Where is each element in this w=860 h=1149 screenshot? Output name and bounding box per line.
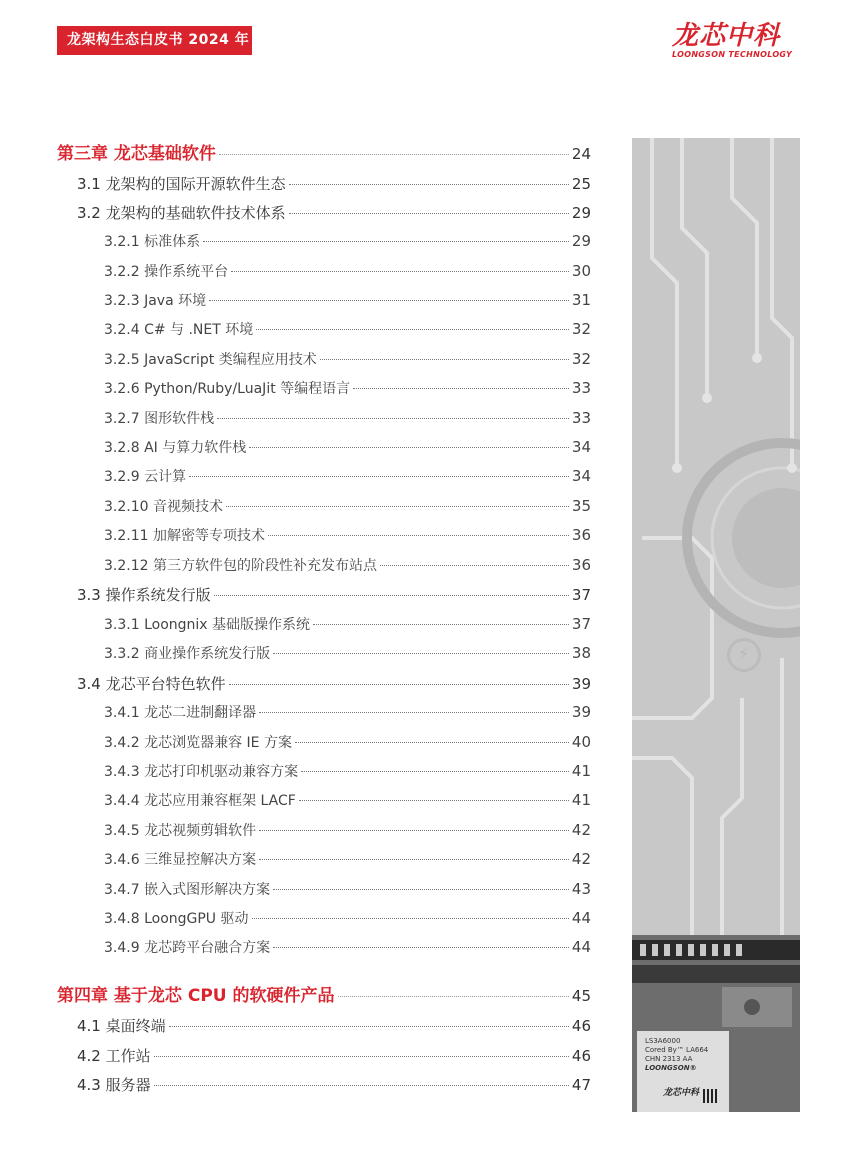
toc-subsection-3-3-2[interactable] — [104, 643, 591, 663]
toc-entry-title: 3.4.2 龙芯浏览器兼容 IE 方案 — [104, 735, 292, 751]
toc-subsection-3-4-8[interactable] — [104, 908, 591, 928]
chip-brand: LOONGSON® — [645, 1064, 697, 1072]
dot-leader — [338, 996, 569, 997]
dot-leader — [295, 742, 569, 743]
toc-entry-title: 3.2.9 云计算 — [104, 469, 187, 485]
dot-leader — [320, 359, 569, 360]
toc-section-3-3[interactable] — [77, 584, 591, 605]
dot-leader — [219, 154, 569, 155]
toc-entry-page: 41 — [571, 791, 591, 809]
toc-subsection-3-2-10[interactable] — [104, 496, 591, 516]
toc-entry-title: 3.4.1 龙芯二进制翻译器 — [104, 705, 257, 721]
dot-leader — [249, 447, 569, 448]
dot-leader — [209, 300, 569, 301]
toc-entry-page: 25 — [571, 175, 591, 193]
toc-entry-page: 33 — [571, 379, 591, 397]
toc-subsection-3-4-4[interactable] — [104, 790, 591, 810]
dot-leader — [256, 329, 569, 330]
chip-core: Cored By™ LA664 — [645, 1046, 709, 1054]
toc-subsection-3-2-6[interactable] — [104, 378, 591, 398]
toc-subsection-3-4-7[interactable] — [104, 879, 591, 899]
toc-entry-page: 41 — [571, 762, 591, 780]
dot-leader — [289, 184, 569, 185]
dot-leader — [313, 624, 569, 625]
toc-entry-title: 3.2.12 第三方软件包的阶段性补充发布站点 — [104, 558, 377, 574]
toc-entry-page: 43 — [571, 880, 591, 898]
toc-entry-title: 3.2.11 加解密等专项技术 — [104, 528, 265, 544]
toc-entry-title: 第三章 龙芯基础软件 — [57, 144, 216, 164]
dot-leader — [154, 1056, 569, 1057]
toc-section-3-2[interactable] — [77, 202, 591, 223]
toc-entry-page: 31 — [571, 291, 591, 309]
toc-entry-page: 36 — [571, 556, 591, 574]
toc-entry-title: 3.4.4 龙芯应用兼容框架 LACF — [104, 793, 296, 809]
dot-leader — [273, 889, 569, 890]
toc-subsection-3-2-5[interactable] — [104, 349, 591, 369]
toc-entry-page: 45 — [571, 987, 591, 1005]
dot-leader — [273, 653, 569, 654]
lightning-icon: ⚡ — [727, 638, 761, 672]
toc-subsection-3-2-12[interactable] — [104, 555, 591, 575]
toc-entry-title: 3.2.10 音视频技术 — [104, 499, 223, 515]
toc-entry-page: 34 — [571, 467, 591, 485]
toc-subsection-3-4-6[interactable] — [104, 849, 591, 869]
toc-entry-page: 24 — [571, 145, 591, 163]
dot-leader — [203, 241, 569, 242]
toc-section-3-4[interactable] — [77, 673, 591, 694]
toc-entry-page: 35 — [571, 497, 591, 515]
toc-entry-page: 30 — [571, 262, 591, 280]
toc-entry-title: 3.3.2 商业操作系统发行版 — [104, 646, 271, 662]
dot-leader — [226, 506, 569, 507]
dot-leader — [252, 918, 569, 919]
toc-entry-title: 3.4.9 龙芯跨平台融合方案 — [104, 940, 271, 956]
toc-entry-title: 3.2.3 Java 环境 — [104, 293, 207, 309]
toc-entry-page: 29 — [571, 204, 591, 222]
toc-subsection-3-4-2[interactable] — [104, 732, 591, 752]
dot-leader — [217, 418, 569, 419]
toc-entry-title: 3.3.1 Loongnix 基础版操作系统 — [104, 617, 311, 633]
dot-leader — [380, 565, 569, 566]
toc-entry-page: 46 — [571, 1017, 591, 1035]
toc-entry-title: 3.1 龙架构的国际开源软件生态 — [77, 175, 286, 193]
toc-subsection-3-2-8[interactable] — [104, 437, 591, 457]
toc-entry-page: 32 — [571, 320, 591, 338]
toc-entry-title: 3.2.8 AI 与算力软件栈 — [104, 440, 247, 456]
dot-leader — [299, 800, 569, 801]
toc-entry-title: 4.1 桌面终端 — [77, 1017, 166, 1035]
dot-leader — [259, 830, 569, 831]
toc-subsection-3-4-1[interactable] — [104, 702, 591, 722]
chip-batch: CHN 2313 AA — [645, 1055, 693, 1063]
toc-entry-title: 3.4.6 三维显控解决方案 — [104, 852, 257, 868]
toc-entry-page: 32 — [571, 350, 591, 368]
toc-entry-title: 3.2.4 C# 与 .NET 环境 — [104, 322, 254, 338]
toc-entry-title: 3.2.1 标准体系 — [104, 234, 201, 250]
header-tag: 龙架构生态白皮书 2024 年 — [57, 26, 252, 55]
toc-chapter-3[interactable] — [57, 139, 591, 164]
logo-en-text: LOONGSON TECHNOLOGY — [672, 50, 793, 59]
toc-entry-title: 3.2.2 操作系统平台 — [104, 264, 229, 280]
toc-entry-page: 40 — [571, 733, 591, 751]
toc-entry-title: 3.4.7 嵌入式图形解决方案 — [104, 882, 271, 898]
toc-entry-page: 39 — [571, 675, 591, 693]
toc-entry-page: 42 — [571, 821, 591, 839]
dot-leader — [353, 388, 569, 389]
toc-entry-page: 42 — [571, 850, 591, 868]
toc-section-4-2[interactable] — [77, 1045, 591, 1066]
toc-entry-title: 3.4.3 龙芯打印机驱动兼容方案 — [104, 764, 299, 780]
dot-leader — [214, 595, 569, 596]
toc-entry-title: 3.4.5 龙芯视频剪辑软件 — [104, 823, 257, 839]
dot-leader — [259, 859, 569, 860]
toc-subsection-3-2-11[interactable] — [104, 525, 591, 545]
dot-leader — [259, 712, 569, 713]
dot-leader — [301, 771, 569, 772]
dot-leader — [268, 535, 569, 536]
dot-leader — [289, 213, 569, 214]
toc-entry-title: 3.3 操作系统发行版 — [77, 586, 211, 604]
toc-entry-title: 4.2 工作站 — [77, 1047, 151, 1065]
toc-entry-page: 34 — [571, 438, 591, 456]
dot-leader — [189, 476, 569, 477]
dot-leader — [231, 271, 569, 272]
toc-subsection-3-2-2[interactable] — [104, 261, 591, 281]
toc-entry-page: 44 — [571, 938, 591, 956]
chip-logo: 龙芯中科 — [663, 1088, 700, 1098]
toc-subsection-3-2-7[interactable] — [104, 408, 591, 428]
toc-entry-title: 3.4.8 LoongGPU 驱动 — [104, 911, 249, 927]
toc-section-4-1[interactable] — [77, 1015, 591, 1036]
toc-entry-page: 38 — [571, 644, 591, 662]
toc-entry-page: 37 — [571, 586, 591, 604]
toc-subsection-3-2-1[interactable] — [104, 231, 591, 251]
toc-entry-page: 47 — [571, 1076, 591, 1094]
toc-subsection-3-4-3[interactable] — [104, 761, 591, 781]
toc-entry-title: 3.2.6 Python/Ruby/LuaJit 等编程语言 — [104, 381, 351, 397]
logo-cn-text: 龙芯中科 — [672, 21, 781, 51]
toc-section-4-3[interactable] — [77, 1074, 591, 1095]
dot-leader — [169, 1026, 569, 1027]
dot-leader — [273, 947, 569, 948]
toc-entry-title: 3.4 龙芯平台特色软件 — [77, 675, 226, 693]
toc-entry-page: 39 — [571, 703, 591, 721]
toc-entry-page: 46 — [571, 1047, 591, 1065]
toc-section-3-1[interactable] — [77, 173, 591, 194]
toc-subsection-3-4-5[interactable] — [104, 820, 591, 840]
toc-entry-title: 第四章 基于龙芯 CPU 的软硬件产品 — [57, 986, 335, 1006]
toc-entry-page: 33 — [571, 409, 591, 427]
chip-model: LS3A6000 — [645, 1037, 681, 1045]
toc-entry-title: 4.3 服务器 — [77, 1076, 151, 1094]
toc-subsection-3-3-1[interactable] — [104, 614, 591, 634]
toc-subsection-3-4-9[interactable] — [104, 937, 591, 957]
toc-entry-page: 36 — [571, 526, 591, 544]
toc-entry-page: 29 — [571, 232, 591, 250]
toc-entry-title: 3.2.5 JavaScript 类编程应用技术 — [104, 352, 317, 368]
toc-entry-page: 37 — [571, 615, 591, 633]
toc-subsection-3-2-4[interactable] — [104, 319, 591, 339]
toc-subsection-3-2-3[interactable] — [104, 290, 591, 310]
dot-leader — [154, 1085, 569, 1086]
dot-leader — [229, 684, 569, 685]
toc-chapter-4[interactable] — [57, 981, 591, 1006]
toc-subsection-3-2-9[interactable] — [104, 466, 591, 486]
toc-entry-title: 3.2.7 图形软件栈 — [104, 411, 215, 427]
toc-entry-page: 44 — [571, 909, 591, 927]
toc-entry-title: 3.2 龙架构的基础软件技术体系 — [77, 204, 286, 222]
